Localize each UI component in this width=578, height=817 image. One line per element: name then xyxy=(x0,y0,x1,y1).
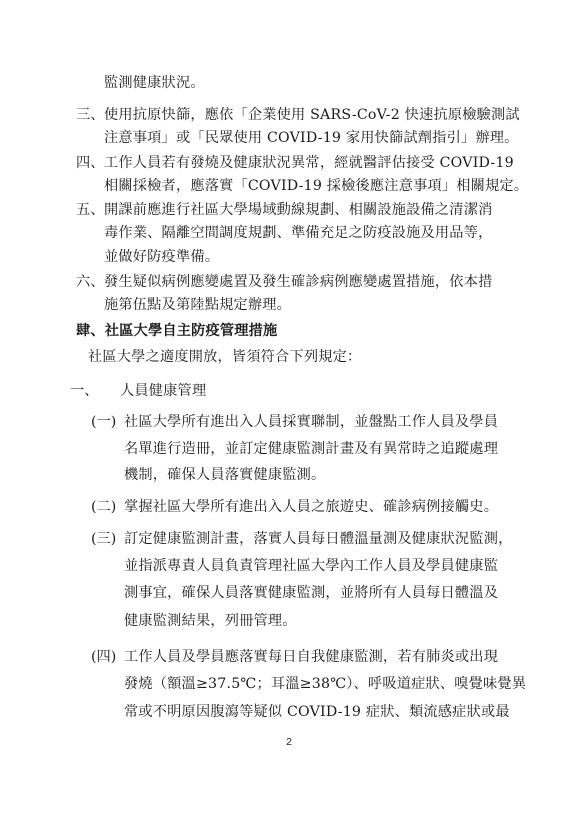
sub-3-marker: (三) xyxy=(91,531,117,547)
item-4-marker: 四、 xyxy=(76,155,105,171)
item-3-line-1: 使用抗原快篩，應依「企業使用 SARS-CoV-2 快速抗原檢驗測試 xyxy=(104,107,520,123)
sub-4-marker: (四) xyxy=(91,649,117,665)
item-6-marker: 六、 xyxy=(76,274,105,290)
item-5-line-3: 並做好防疫準備。 xyxy=(104,249,220,265)
item-6-line-1: 發生疑似病例應變處置及發生確診病例應變處置措施，依本措 xyxy=(104,274,493,290)
item-5-marker: 五、 xyxy=(76,202,105,218)
section-intro: 社區大學之適度開放，皆須符合下列規定： xyxy=(88,349,362,365)
item3-continuation-text: 監測健康狀況。 xyxy=(104,75,205,91)
sub-3-line-3: 測事宜，確保人員落實健康監測，並將所有人員每日體溫及 xyxy=(124,585,499,601)
sub-1-line-1: 社區大學所有進出入人員採實聯制，並盤點工作人員及學員 xyxy=(124,414,499,430)
item-3-line-2: 注意事項」或「民眾使用 COVID-19 家用快篩試劑指引」辦理。 xyxy=(104,130,519,146)
page-number: 2 xyxy=(286,736,292,748)
sub-heading-marker: 一、 xyxy=(70,383,99,399)
section-heading: 肆、社區大學自主防疫管理措施 xyxy=(76,323,278,339)
item-5-line-1: 開課前應進行社區大學場域動線規劃、相關設施設備之清潔消 xyxy=(104,202,493,218)
item-4-line-2: 相關採檢者，應落實「COVID-19 採檢後應注意事項」相關規定。 xyxy=(104,178,529,194)
item-6-line-2: 施第伍點及第陸點規定辦理。 xyxy=(104,297,292,313)
sub-3-line-4: 健康監測結果，列冊管理。 xyxy=(124,613,297,629)
sub-2-marker: (二) xyxy=(91,499,117,515)
sub-4-line-1: 工作人員及學員應落實每日自我健康監測，若有肺炎或出現 xyxy=(124,649,499,665)
sub-1-marker: (一) xyxy=(91,414,117,430)
sub-2-line-1: 掌握社區大學所有進出入人員之旅遊史、確診病例接觸史。 xyxy=(124,499,499,515)
item-3-marker: 三、 xyxy=(76,107,105,123)
sub-3-line-1: 訂定健康監測計畫，落實人員每日體溫量測及健康狀況監測， xyxy=(124,531,513,547)
item-4-line-1: 工作人員若有發燒及健康狀況異常，經就醫評估接受 COVID-19 xyxy=(104,155,514,171)
sub-3-line-2: 並指派專責人員負責管理社區大學內工作人員及學員健康監 xyxy=(124,558,499,574)
item-5-line-2: 毒作業、隔離空間調度規劃、準備充足之防疫設施及用品等， xyxy=(104,225,493,241)
sub-4-line-2: 發燒（額溫≥37.5℃；耳溫≥38℃）、呼吸道症狀、嗅覺味覺異 xyxy=(124,676,527,692)
sub-heading-text: 人員健康管理 xyxy=(120,383,207,399)
sub-1-line-2: 名單進行造冊，並訂定健康監測計畫及有異常時之追蹤處理 xyxy=(124,441,499,457)
sub-4-line-3: 常或不明原因腹瀉等疑似 COVID-19 症狀、類流感症狀或最 xyxy=(124,704,510,720)
sub-1-line-3: 機制，確保人員落實健康監測。 xyxy=(124,467,326,483)
